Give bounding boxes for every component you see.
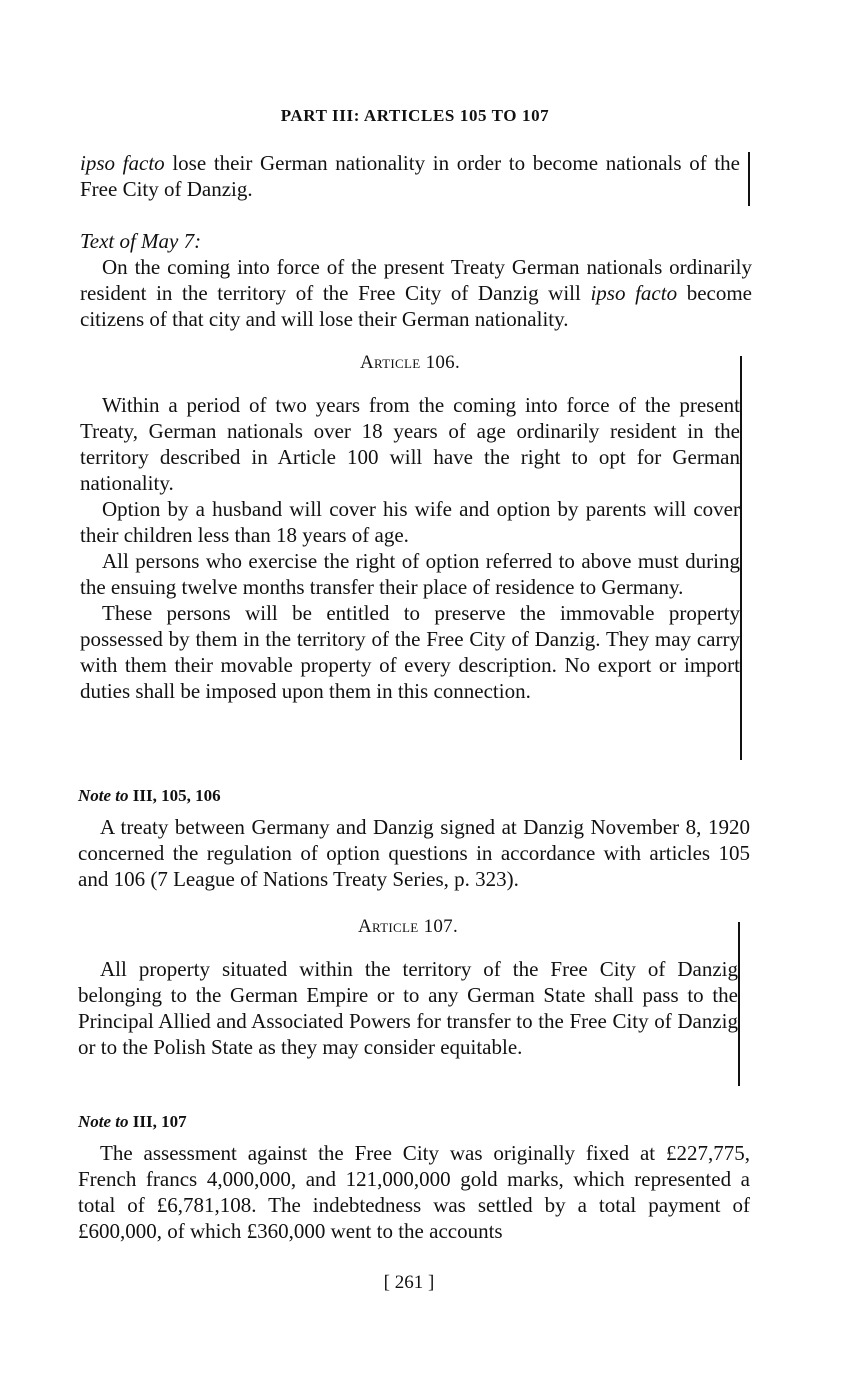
article-106-body <box>80 392 740 704</box>
article-106-paragraph: All persons who exercise the right of option referred to above must during the ensuing twelve months transfer their place of residence to Germany. <box>80 549 740 599</box>
may7-ipso-facto: ipso facto <box>590 281 678 305</box>
page-number: [ 261 ] <box>383 1272 435 1293</box>
running-header: PART III: ARTICLES 105 TO 107 <box>280 106 550 125</box>
note-107-text: The assessment against the Free City was originally fixed at £227,775, French francs 4,000,000, and 121,000,000 gold marks, which represented a total of £6,781,108. The indebtedness was settled by a total payment of £600,000, of which £360,000 went to the accounts <box>78 1141 750 1243</box>
note-107-heading <box>78 1112 187 1132</box>
article-107-number: 107. <box>418 916 459 937</box>
article-107-body <box>78 956 738 1060</box>
note-105-106-body <box>78 814 750 892</box>
note-label-rest: III, 107 <box>128 1112 187 1131</box>
note-105-106-heading <box>78 786 221 806</box>
article-106-number: 106. <box>420 352 461 373</box>
article-106-word: Article <box>359 352 421 373</box>
article-107-heading <box>78 916 738 938</box>
note-107-body <box>78 1140 750 1244</box>
ipso-facto-italic: ipso facto <box>80 151 165 175</box>
article-106-paragraph: Within a period of two years from the coming into force of the present Treaty, German nationals over 18 years of age ordinarily resident in the territory described in Article 100 will have the right to opt for German nationality. <box>80 393 740 495</box>
may7-text-start: On the coming into force of the present Treaty German nationals ordinarily resident in the territory of the Free City of Danzig will <box>80 255 752 305</box>
note-label-italic: Note to <box>78 786 129 805</box>
article-107-text: All property situated within the territory of the Free City of Danzig belonging to the German Empire or to any German State shall pass to the Principal Allied and Associated Powers for transfer to the Free City of Danzig or to the Polish State as they may consider equitable. <box>78 957 738 1059</box>
note-label-italic: Note to <box>78 1112 129 1131</box>
margin-rule <box>738 922 740 1086</box>
margin-rule <box>740 356 742 760</box>
note-label-rest: III, 105, 106 <box>128 786 221 805</box>
article-107-word: Article <box>357 916 419 937</box>
text-of-may7-block <box>80 228 752 332</box>
continuation-text: lose their German nationality in order to become nationals of the Free City of Danzig. <box>80 151 741 201</box>
margin-rule <box>748 152 750 206</box>
article-106-heading <box>80 352 740 374</box>
article-106-paragraph: Option by a husband will cover his wife and option by parents will cover their children less than 18 years of age. <box>80 497 740 547</box>
continuation-paragraph <box>80 150 740 202</box>
text-of-may7-label: Text of May 7: <box>80 229 202 253</box>
article-106-paragraph: These persons will be entitled to preserve the immovable property possessed by them in the territory of the Free City of Danzig. They may carry with them their movable property of every description. No export or import duties shall be imposed upon them in this connection. <box>80 601 740 703</box>
note-105-106-text: A treaty between Germany and Danzig signed at Danzig November 8, 1920 concerned the regulation of option questions in accordance with articles 105 and 106 (7 League of Nations Treaty Series, p. 323). <box>78 815 750 891</box>
may7-text-end: become citizens of that city and will lose their German nationality. <box>80 281 753 331</box>
